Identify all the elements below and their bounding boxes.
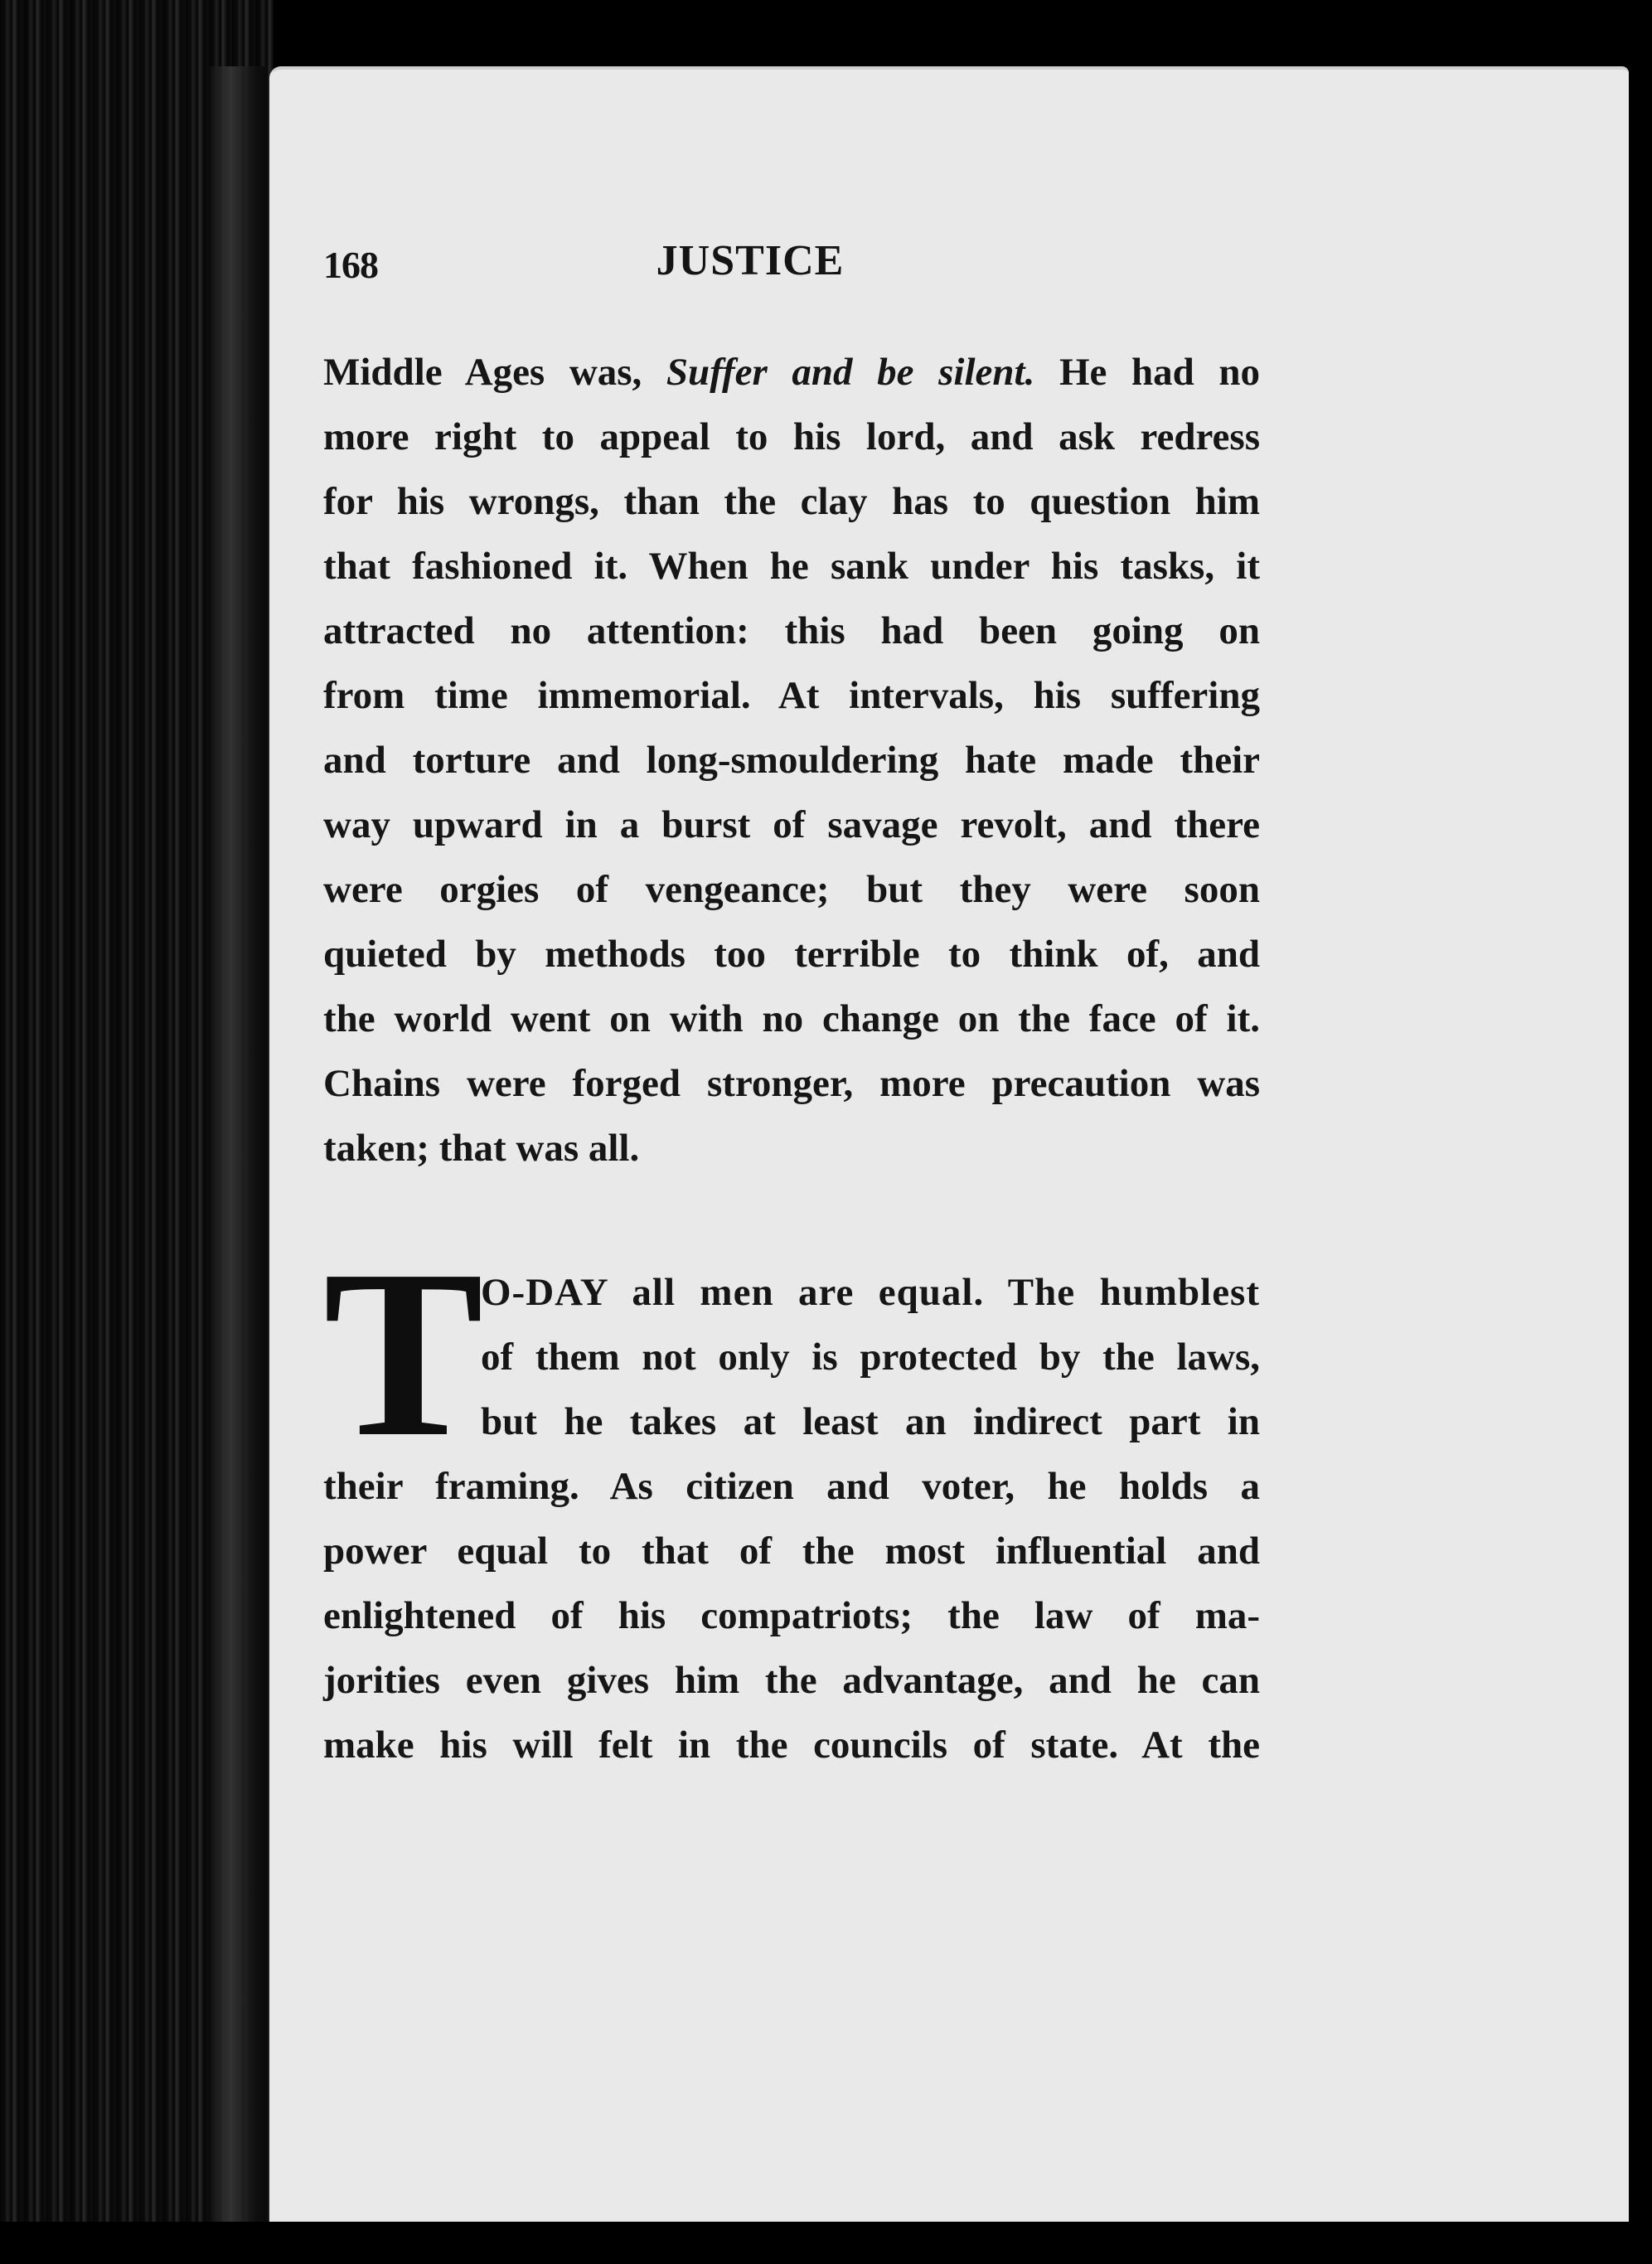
paragraph-1 <box>323 340 1260 1180</box>
text-line: Chains were forged stronger, more precaution was <box>323 1062 1260 1105</box>
page-number: 168 <box>323 244 378 286</box>
text-line: enlightened of his compatriots; the law of ma- <box>323 1594 1260 1637</box>
text-line: jorities even gives him the advantage, and he can <box>323 1659 1260 1702</box>
text-line: the world went on with no change on the face of it. <box>323 997 1260 1040</box>
text-segment: Middle Ages was, <box>323 351 666 394</box>
text-line: quieted by methods too terrible to think of, and <box>323 933 1260 976</box>
text-line: of them not only is protected by the laws, <box>481 1336 1260 1379</box>
scan-bottom-edge <box>0 2222 1652 2264</box>
text-line: but he takes at least an indirect part in <box>481 1400 1260 1443</box>
text-line: that fashioned it. When he sank under his tasks, it <box>323 545 1260 588</box>
text-line: way upward in a burst of savage revolt, and there <box>323 803 1260 846</box>
page-stack-edge <box>207 66 265 2222</box>
text-line: for his wrongs, than the clay has to question him <box>323 480 1260 523</box>
text-line <box>323 340 1260 405</box>
drop-cap: T <box>323 1220 484 1486</box>
running-title: JUSTICE <box>656 237 845 284</box>
text-line: their framing. As citizen and voter, he holds a <box>323 1465 1260 1508</box>
text-line: were orgies of vengeance; but they were soon <box>323 868 1260 911</box>
text-segment: He had no <box>1034 351 1260 394</box>
text-line: make his will felt in the councils of state. At the <box>323 1723 1260 1767</box>
text-line: from time immemorial. At intervals, his suffering <box>323 674 1260 717</box>
italic-quote: Suffer and be silent. <box>666 351 1035 394</box>
text-line: O-DAY all men are equal. The humblest <box>481 1271 1260 1314</box>
text-line: and torture and long-smouldering hate made their <box>323 739 1260 782</box>
text-line: power equal to that of the most influential and <box>323 1530 1260 1573</box>
page-header <box>323 211 1177 294</box>
paragraph-2 <box>323 1220 1260 1777</box>
text-line: more right to appeal to his lord, and ask redress <box>323 415 1260 458</box>
text-line: taken; that was all. <box>323 1127 640 1170</box>
text-line: attracted no attention: this had been going on <box>323 609 1260 652</box>
